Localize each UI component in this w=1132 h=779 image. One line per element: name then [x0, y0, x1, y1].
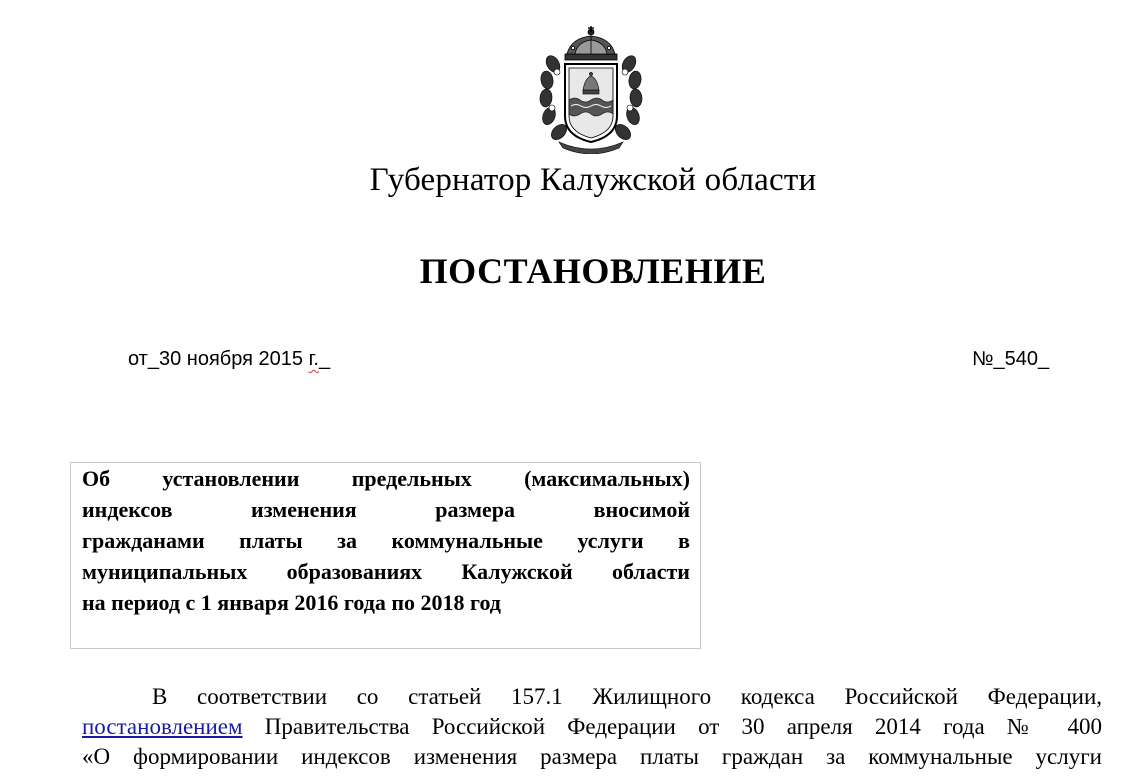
document-type-heading: ПОСТАНОВЛЕНИЕ [419, 251, 767, 291]
document-date [128, 348, 330, 371]
kaluga-coat-of-arms-icon [535, 24, 647, 154]
subject-line-3: гражданами платы за коммунальные услуги в [82, 528, 690, 553]
body-line-2-text: Правительства Российской Федерации от 30 апреля 2014 года № 400 [242, 714, 1102, 739]
document-number: №_540_ [972, 348, 1050, 370]
decree-link[interactable]: постановлением [82, 714, 243, 739]
subject-line-2: индексов изменения размера вносимой [82, 497, 690, 522]
document-date-year-mark: г. [308, 348, 319, 370]
document-date-text: от_30 ноября 2015 [128, 348, 309, 370]
subject-line-1: Об установлении предельных (максимальных) [82, 466, 690, 491]
body-line-2 [82, 714, 1102, 740]
authority-title: Губернатор Калужской области [369, 162, 817, 198]
subject-line-4: муниципальных образованиях Калужской области [82, 559, 690, 584]
subject-line-5: на период с 1 января 2016 года по 2018 год [82, 590, 501, 615]
body-line-1: В соответствии со статьей 157.1 Жилищного кодекса Российской Федерации, [152, 684, 1102, 709]
document-date-tail: _ [318, 348, 331, 370]
body-line-3: «О формировании индексов изменения размера платы граждан за коммунальные услуги [82, 744, 1102, 769]
